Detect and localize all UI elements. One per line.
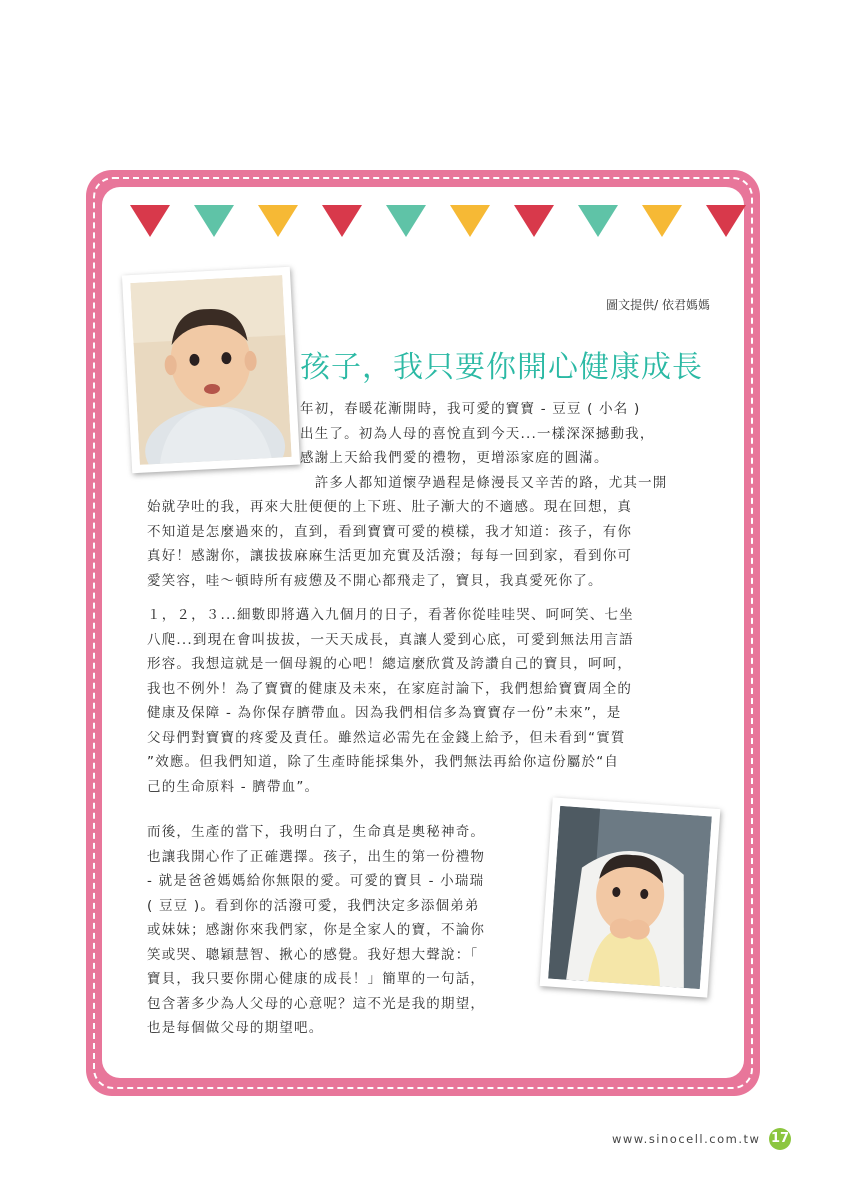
text-line: ”效應。但我們知道，除了生產時能採集外，我們無法再給你這份屬於“自 <box>147 754 620 770</box>
text-line: 己的生命原料 - 臍帶血”。 <box>147 778 320 795</box>
page-number-badge: 17 <box>769 1128 791 1150</box>
text-line: 許多人都知道懷孕過程是條漫長又辛苦的路，尤其一開 <box>300 474 668 491</box>
paragraph-2 <box>147 603 717 799</box>
paragraph-3 <box>147 820 547 1041</box>
text-line: 始就孕吐的我，再來大肚便便的上下班、肚子漸大的不適感。現在回想，真 <box>147 499 633 515</box>
bunting-flag <box>258 205 298 237</box>
bunting-flag <box>322 205 362 237</box>
text-line: 也是每個做父母的期望吧。 <box>147 1020 324 1036</box>
text-line: 包含著多少為人父母的心意呢？這不光是我的期望， <box>147 995 486 1012</box>
bunting-flag <box>706 205 746 237</box>
bunting-flags <box>130 205 750 245</box>
photo-credit: 圖文提供/ 依君媽媽 <box>606 298 710 312</box>
text-line: 出生了。初為人母的喜悅直到今天...一樣深深撼動我， <box>300 425 655 442</box>
text-line: 也讓我開心作了正確選擇。孩子，出生的第一份禮物 <box>147 848 486 865</box>
text-line: 健康及保障 - 為你保存臍帶血。因為我們相信多為寶寶存一份”未來”，是 <box>147 705 622 721</box>
bunting-flag <box>130 205 170 237</box>
baby-portrait-photo <box>122 267 300 474</box>
text-line: 感謝上天給我們愛的禮物，更增添家庭的圓滿。 <box>300 450 609 466</box>
text-line: 笑或哭、聰穎慧智、揪心的感覺。我好想大聲說：「 <box>147 946 479 963</box>
bunting-flag <box>514 205 554 237</box>
text-line: 真好！感謝你，讓拔拔麻麻生活更加充實及活潑；每每一回到家，看到你可 <box>147 548 633 564</box>
text-line: 或妹妹；感謝你來我們家，你是全家人的寶，不論你 <box>147 922 486 938</box>
paragraph-1-wrap <box>300 397 710 495</box>
paragraph-1-continued <box>147 495 717 593</box>
bunting-flag <box>642 205 682 237</box>
text-line: 八爬...到現在會叫拔拔，一天天成長，真讓人愛到心底，可愛到無法用言語 <box>147 631 634 648</box>
text-line: ( 豆豆 )。看到你的活潑可愛，我們決定多添個弟弟 <box>147 897 480 914</box>
text-line: 父母們對寶寶的疼愛及責任。雖然這必需先在金錢上給予，但未看到“實質 <box>147 729 626 746</box>
text-line: １，２，３...細數即將邁入九個月的日子，看著你從哇哇哭、呵呵笑、七坐 <box>147 607 634 623</box>
bunting-flag <box>578 205 618 237</box>
text-line: 年初，春暖花漸開時，我可愛的寶寶 - 豆豆 ( 小名 ) <box>300 401 641 417</box>
baby-in-highchair-photo <box>540 797 721 997</box>
article-title: 孩子，我只要你開心健康成長 <box>300 350 703 385</box>
text-line: 不知道是怎麼過來的，直到，看到寶寶可愛的模樣，我才知道：孩子，有你 <box>147 523 633 540</box>
text-line: - 就是爸爸媽媽給你無限的愛。可愛的寶貝 - 小瑞瑞 <box>147 873 485 889</box>
text-line: 寶貝，我只要你開心健康的成長！」簡單的一句話， <box>147 971 486 987</box>
bunting-flag <box>450 205 490 237</box>
bunting-flag <box>386 205 426 237</box>
bunting-flag <box>194 205 234 237</box>
text-line: 愛笑容，哇～頓時所有疲憊及不開心都飛走了，寶貝，我真愛死你了。 <box>147 572 603 589</box>
text-line: 形容。我想這就是一個母親的心吧！總這麼欣賞及誇讚自己的寶貝，呵呵， <box>147 656 633 672</box>
text-line: 我也不例外！為了寶寶的健康及未來，在家庭討論下，我們想給寶寶周全的 <box>147 680 633 697</box>
text-line: 而後，生產的當下，我明白了，生命真是奧秘神奇。 <box>147 824 486 840</box>
footer-website-link[interactable]: www.sinocell.com.tw <box>612 1132 761 1146</box>
